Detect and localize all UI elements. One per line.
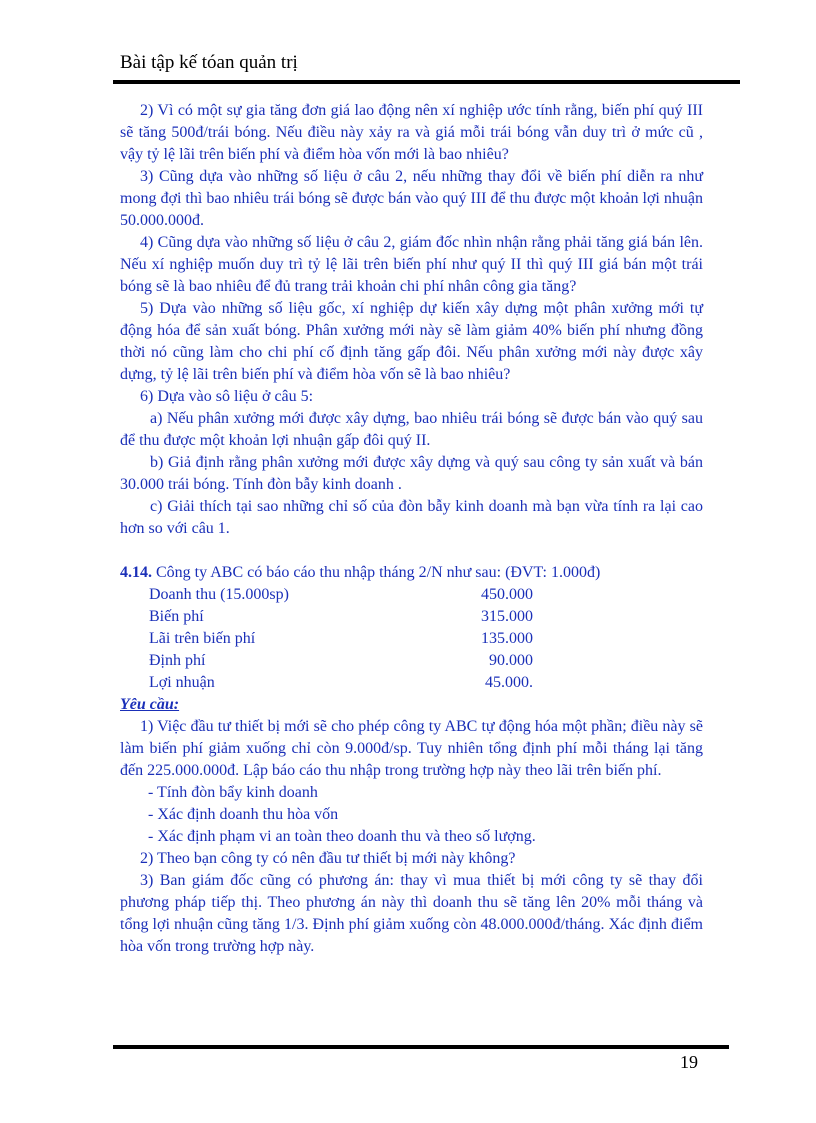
- exercise-heading: [120, 562, 703, 584]
- question-6a: a) Nếu phân xưởng mới được xây dựng, bao nhiêu trái bóng sẽ được bán vào quý sau để thu được một khoản lợi nhuận gấp đôi quý II.: [120, 410, 703, 449]
- requirements-label: Yêu cầu:: [120, 696, 180, 713]
- question-5: 5) Dựa vào những số liệu gốc, xí nghiệp dự kiến xây dựng một phân xưởng mới tự động hóa để sản xuất bóng. Phân xưởng mới này sẽ làm giảm 40% biến phí nhưng đồng thời nó cũng làm cho chi phí cố định tăng gấp đôi. Nếu phân xưởng mới này được xây dựng, tỷ lệ lãi trên biến phí và điểm hòa vốn sẽ là bao nhiêu?: [120, 300, 703, 383]
- table-row: [120, 584, 703, 606]
- page-header-title: Bài tập kế tóan quản trị: [120, 52, 298, 73]
- page-number: 19: [680, 1052, 698, 1072]
- row-value: 315.000: [481, 608, 533, 625]
- requirement-1-bullet: - Xác định doanh thu hòa vốn: [148, 806, 339, 823]
- table-row: [120, 672, 703, 694]
- requirement-1-bullet: - Tính đòn bẩy kinh doanh: [148, 784, 318, 801]
- page-content: [120, 100, 703, 958]
- table-row: [120, 628, 703, 650]
- requirement-1-bullet: - Xác định phạm vi an toàn theo doanh thu và theo số lượng.: [148, 828, 536, 845]
- row-label: Doanh thu (15.000sp): [149, 586, 289, 603]
- header-rule: [113, 80, 740, 84]
- question-3: 3) Cũng dựa vào những số liệu ở câu 2, nếu những thay đổi về biến phí diễn ra như mong đợi thì bao nhiêu trái bóng sẽ được bán vào quý III để thu được một khoản lợi nhuận 50.000.000đ.: [120, 168, 703, 229]
- row-value: 45.000.: [485, 674, 533, 691]
- question-4: 4) Cũng dựa vào những số liệu ở câu 2, giám đốc nhìn nhận rằng phải tăng giá bán lên. Nếu xí nghiệp muốn duy trì tỷ lệ lãi trên biến phí như quý II thì quý III giá bán một trái bóng sẽ là bao nhiêu để đủ trang trải khoản chi phí nhân công gia tăng?: [120, 234, 703, 295]
- row-label: Lợi nhuận: [149, 674, 215, 691]
- row-label: Định phí: [149, 652, 206, 669]
- footer-rule: [113, 1045, 729, 1049]
- row-value: 135.000: [481, 630, 533, 647]
- exercise-number: 4.14.: [120, 564, 152, 581]
- section-gap: [120, 540, 703, 562]
- requirement-3: 3) Ban giám đốc cũng có phương án: thay vì mua thiết bị mới công ty sẽ thay đổi phương pháp tiếp thị. Theo phương án này thì doanh thu sẽ tăng lên 20% mỗi tháng và tổng lợi nhuận cũng tăng 1/3. Định phí giảm xuống còn 48.000.000đ/tháng. Xác định điểm hòa vốn trong trường hợp này.: [120, 872, 703, 955]
- row-label: Biến phí: [149, 608, 204, 625]
- question-6b: b) Giả định rằng phân xưởng mới được xây dựng và quý sau công ty sản xuất và bán 30.000 trái bóng. Tính đòn bẫy kinh doanh .: [120, 454, 703, 493]
- row-label: Lãi trên biến phí: [149, 630, 256, 647]
- income-statement-table: [120, 584, 703, 694]
- table-row: [120, 650, 703, 672]
- question-6c: c) Giải thích tại sao những chỉ số của đòn bẫy kinh doanh mà bạn vừa tính ra lại cao hơn so với câu 1.: [120, 498, 703, 537]
- exercise-intro: Công ty ABC có báo cáo thu nhập tháng 2/N như sau: (ĐVT: 1.000đ): [152, 564, 601, 581]
- row-value: 90.000: [489, 652, 533, 669]
- requirement-1: 1) Việc đầu tư thiết bị mới sẽ cho phép công ty ABC tự động hóa một phần; điều này sẽ làm biến phí giảm xuống chỉ còn 9.000đ/sp. Tuy nhiên tổng định phí mỗi tháng lại tăng đến 225.000.000đ. Lập báo cáo thu nhập trong trường hợp này theo lãi trên biến phí.: [120, 718, 703, 779]
- table-row: [120, 606, 703, 628]
- question-2: 2) Vì có một sự gia tăng đơn giá lao động nên xí nghiệp ước tính rằng, biến phí quý III sẽ tăng 500đ/trái bóng. Nếu điều này xảy ra và giá mỗi trái bóng vẫn duy trì ở mức cũ , vậy tỷ lệ lãi trên biến phí và điểm hòa vốn mới là bao nhiêu?: [120, 102, 703, 163]
- row-value: 450.000: [481, 586, 533, 603]
- requirement-2: 2) Theo bạn công ty có nên đầu tư thiết bị mới này không?: [140, 850, 516, 867]
- question-6: 6) Dựa vào sô liệu ở câu 5:: [140, 388, 314, 405]
